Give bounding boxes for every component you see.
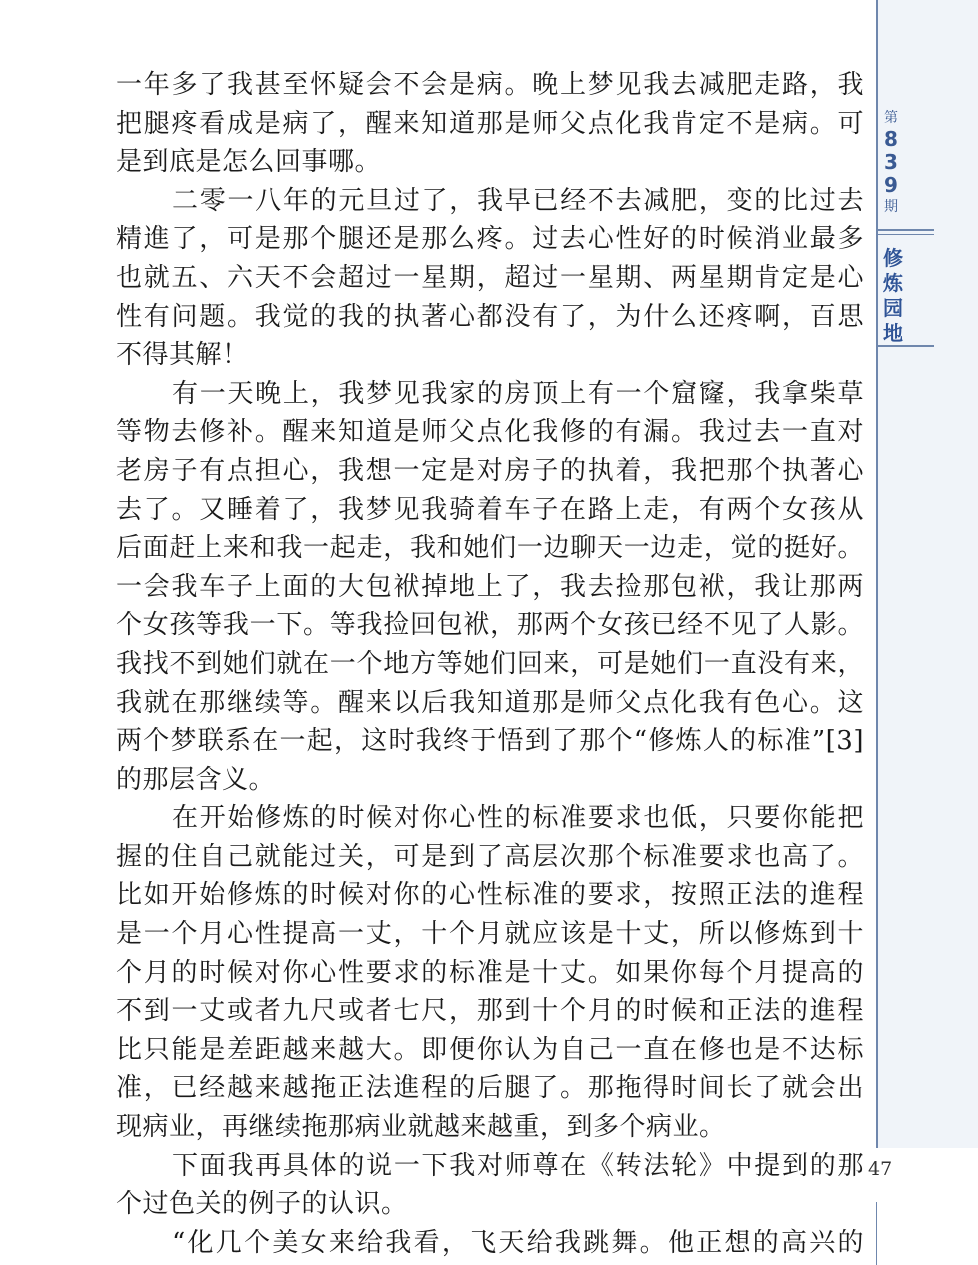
text-line: 性有问题。我觉的我的执著心都没有了，为什么还疼啊，百思: [116, 301, 864, 332]
text-line: 比如开始修炼的时候对你的心性标准的要求，按照正法的進程: [116, 880, 864, 911]
article-body: [116, 66, 864, 1262]
text-line: “化几个美女来给我看，飞天给我跳舞。他正想的高兴的: [172, 1227, 864, 1258]
column-title: [880, 246, 906, 346]
text-line: 把腿疼看成是病了，醒来知道那是师父点化我肯定不是病。可: [116, 108, 864, 139]
issue-digit: 8: [884, 127, 898, 151]
text-line: 一会我车子上面的大包袱掉地上了，我去捡那包袱，我让那两: [116, 571, 864, 602]
text-line: 不到一丈或者九尺或者七尺，那到十个月的时候和正法的進程: [116, 996, 864, 1027]
text-line: 两个梦联系在一起，这时我终于悟到了那个“修炼人的标准”[3]: [116, 726, 864, 757]
text-line: 我就在那继续等。醒来以后我知道那是师父点化我有色心。这: [116, 687, 864, 718]
column-title-char: 炼: [883, 271, 903, 295]
text-line: 精進了，可是那个腿还是那么疼。过去心性好的时候消业最多: [116, 224, 864, 255]
text-line: 老房子有点担心，我想一定是对房子的执着，我把那个执著心: [116, 455, 864, 486]
text-line: 个女孩等我一下。等我捡回包袱，那两个女孩已经不见了人影。: [116, 610, 864, 641]
text-line: 个月的时候对你心性要求的标准是十丈。如果你每个月提高的: [116, 957, 864, 988]
text-line: 一年多了我甚至怀疑会不会是病。晚上梦见我去减肥走路，我: [116, 70, 864, 100]
text-line: 去了。又睡着了，我梦见我骑着车子在路上走，有两个女孩从: [116, 494, 864, 525]
issue-digit: 9: [884, 173, 898, 197]
text-line: 握的住自己就能过关，可是到了高层次那个标准要求也高了。: [116, 841, 864, 872]
text-line: 准，已经越来越拖正法進程的后腿了。那拖得时间长了就会出: [116, 1073, 864, 1104]
sidebar-divider: [876, 345, 934, 347]
text-line: 二零一八年的元旦过了，我早已经不去减肥，变的比过去: [172, 185, 864, 216]
issue-suffix: 期: [884, 199, 898, 215]
text-line: 是到底是怎么回事哪。: [116, 147, 382, 178]
issue-digit: 3: [884, 150, 898, 174]
column-title-char: 园: [883, 296, 903, 320]
text-line: 比只能是差距越来越大。即便你认为自己一直在修也是不达标: [116, 1034, 864, 1065]
text-line: 在开始修炼的时候对你心性的标准要求也低，只要你能把: [172, 803, 864, 834]
text-line: 后面赶上来和我一起走，我和她们一边聊天一边走，觉的挺好。: [116, 533, 864, 564]
text-line: 也就五、六天不会超过一星期，超过一星期、两星期肯定是心: [116, 262, 864, 293]
text-line: 的那层含义。: [116, 764, 276, 795]
column-title-char: 地: [883, 321, 903, 345]
sidebar-divider: [876, 229, 934, 231]
text-line: 等物去修补。醒来知道是师父点化我修的有漏。我过去一直对: [116, 417, 864, 448]
issue-prefix: 第: [884, 110, 898, 126]
page-number: 47: [868, 1158, 893, 1180]
column-title-char: 修: [883, 246, 903, 270]
text-line: 现病业，再继续拖那病业就越来越重，到多个病业。: [116, 1112, 726, 1143]
text-line: 下面我再具体的说一下我对师尊在《转法轮》中提到的那: [172, 1150, 864, 1181]
text-line: 是一个月心性提高一丈，十个月就应该是十丈，所以修炼到十: [116, 919, 864, 950]
text-line: 个过色关的例子的认识。: [116, 1189, 408, 1220]
sidebar-divider: [876, 234, 934, 235]
text-line: 不得其解！: [116, 340, 249, 371]
text-line: 我找不到她们就在一个地方等她们回来，可是她们一直没有来，: [116, 648, 864, 679]
margin-rule: [876, 1202, 877, 1265]
text-line: 有一天晚上，我梦见我家的房顶上有一个窟窿，我拿柴草: [172, 378, 864, 409]
issue-number: [876, 108, 906, 217]
